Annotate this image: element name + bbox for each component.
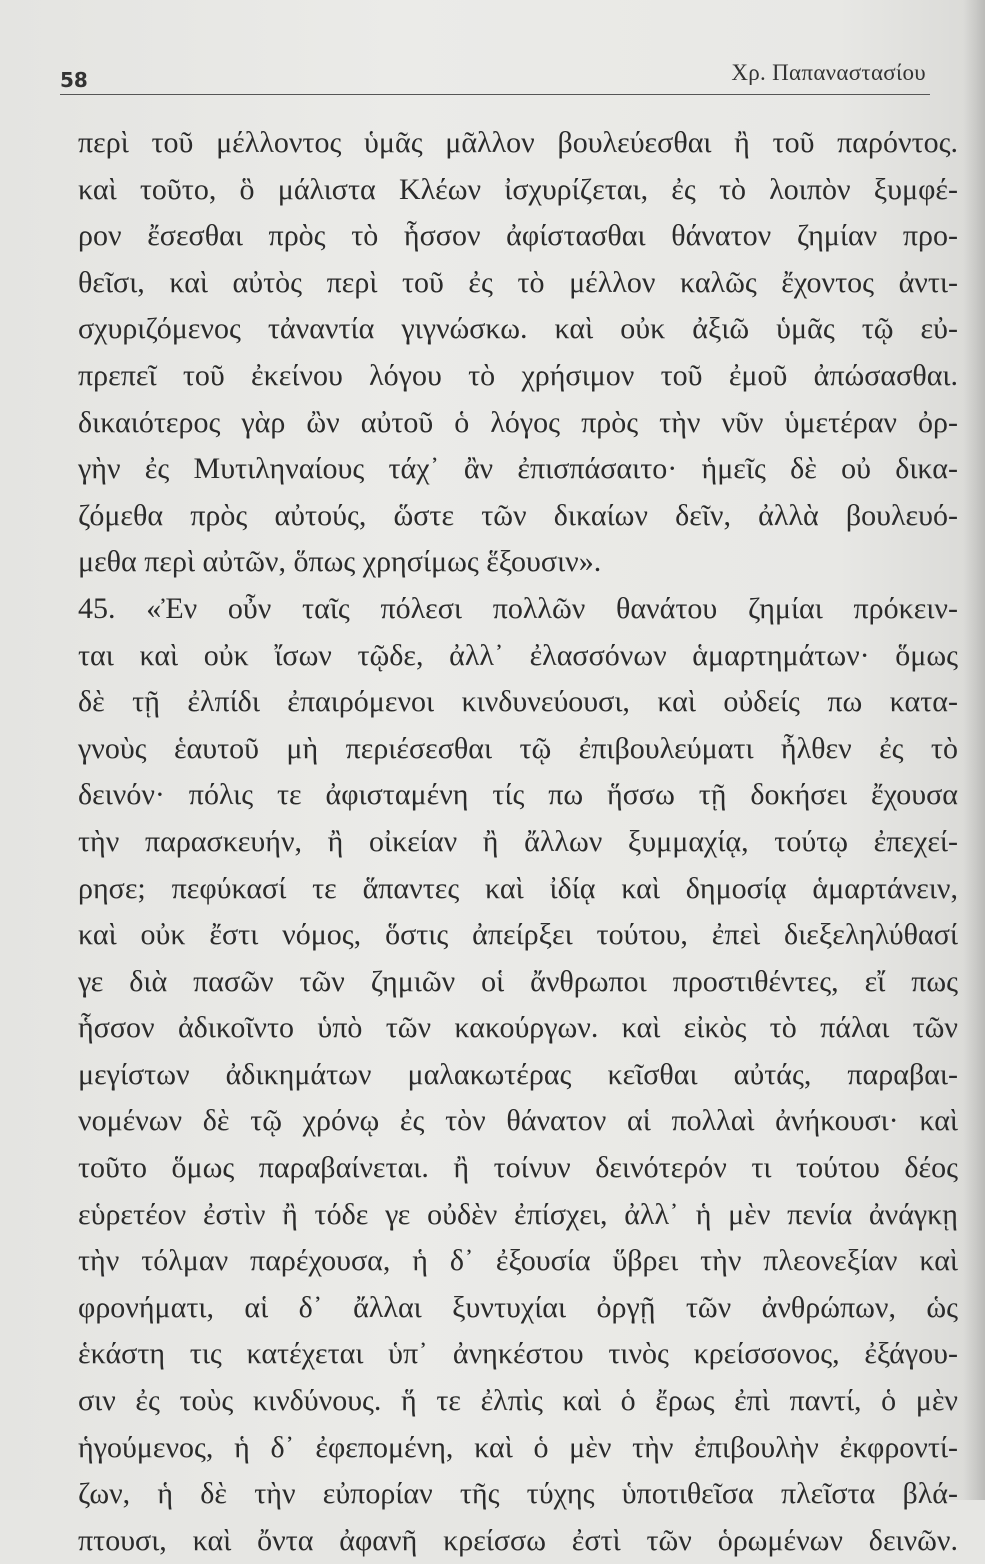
text-line: καὶ οὐκ ἔστι νόμος, ὅστις ἀπείρξει τούτου, ἐπεὶ διεξεληλύθασί bbox=[78, 918, 958, 952]
text-line: πρεπεῖ τοῦ ἐκείνου λόγου τὸ χρήσιμον τοῦ ἐμοῦ ἀπώσασθαι. bbox=[78, 358, 958, 392]
text-line: δικαιότερος γὰρ ὢν αὐτοῦ ὁ λόγος πρὸς τὴν νῦν ὑμετέραν ὀρ- bbox=[78, 405, 958, 439]
page-header bbox=[60, 50, 930, 95]
text-line: ρον ἔσεσθαι πρὸς τὸ ἧσσον ἀφίστασθαι θάνατον ζημίαν προ- bbox=[78, 219, 958, 253]
text-line: γε διὰ πασῶν τῶν ζημιῶν οἱ ἄνθρωποι προστιθέντες, εἴ πως bbox=[78, 964, 958, 998]
text-line: γὴν ἐς Μυτιληναίους τάχ᾽ ἂν ἐπισπάσαιτο· ἡμεῖς δὲ οὐ δικα- bbox=[78, 452, 958, 486]
text-line: τὴν τόλμαν παρέχουσα, ἡ δ᾽ ἐξουσία ὕβρει τὴν πλεονεξίαν καὶ bbox=[78, 1244, 958, 1278]
text-line: τὴν παρασκευήν, ἢ οἰκείαν ἢ ἄλλων ξυμμαχίᾳ, τούτῳ ἐπεχεί- bbox=[78, 824, 958, 858]
text-line: καὶ τοῦτο, ὃ μάλιστα Κλέων ἰσχυρίζεται, ἐς τὸ λοιπὸν ξυμφέ- bbox=[78, 172, 958, 206]
text-line: ἧσσον ἀδικοῖντο ὑπὸ τῶν κακούργων. καὶ εἰκὸς τὸ πάλαι τῶν bbox=[78, 1011, 958, 1045]
text-line: νομένων δὲ τῷ χρόνῳ ἐς τὸν θάνατον αἱ πολλαὶ ἀνήκουσι· καὶ bbox=[78, 1104, 958, 1138]
text-line: ζόμεθα πρὸς αὐτούς, ὥστε τῶν δικαίων δεῖν, ἀλλὰ βουλευό- bbox=[78, 498, 958, 532]
text-line: πτουσι, καὶ ὄντα ἀφανῆ κρείσσω ἐστὶ τῶν ὁρωμένων δεινῶν. bbox=[78, 1523, 958, 1557]
text-line: ζων, ἡ δὲ τὴν εὐπορίαν τῆς τύχης ὑποτιθεῖσα πλεῖστα βλά- bbox=[78, 1477, 958, 1511]
text-line: γνοὺς ἑαυτοῦ μὴ περιέσεσθαι τῷ ἐπιβουλεύματι ἦλθεν ἐς τὸ bbox=[78, 731, 958, 765]
text-line: σχυριζόμενος τἀναντία γιγνώσκω. καὶ οὐκ ἀξιῶ ὑμᾶς τῷ εὐ- bbox=[78, 312, 958, 346]
text-line: ἑκάστη τις κατέχεται ὑπ᾽ ἀνηκέστου τινὸς κρείσσονος, ἐξάγου- bbox=[78, 1337, 958, 1371]
text-line: ἡγούμενος, ἡ δ᾽ ἐφεπομένη, καὶ ὁ μὲν τὴν ἐπιβουλὴν ἐκφροντί- bbox=[78, 1430, 958, 1464]
text-line: 45. «Ἐν οὖν ταῖς πόλεσι πολλῶν θανάτου ζημίαι πρόκειν- bbox=[78, 591, 958, 625]
text-line: ρησε; πεφύκασί τε ἅπαντες καὶ ἰδίᾳ καὶ δημοσίᾳ ἁμαρτάνειν, bbox=[78, 871, 958, 905]
text-line: σιν ἐς τοὺς κινδύνους. ἥ τε ἐλπὶς καὶ ὁ ἔρως ἐπὶ παντί, ὁ μὲν bbox=[78, 1384, 958, 1418]
body-text bbox=[78, 120, 958, 1564]
text-line: εὑρετέον ἐστὶν ἢ τόδε γε οὐδὲν ἐπίσχει, ἀλλ᾽ ἡ μὲν πενία ἀνάγκῃ bbox=[78, 1197, 958, 1231]
text-line: ται καὶ οὐκ ἴσων τῷδε, ἀλλ᾽ ἐλασσόνων ἁμαρτημάτων· ὅμως bbox=[78, 638, 958, 672]
page-number: 58 bbox=[60, 68, 88, 92]
text-line: περὶ τοῦ μέλλοντος ὑμᾶς μᾶλλον βουλεύεσθαι ἢ τοῦ παρόντος. bbox=[78, 126, 958, 159]
page-edge-shadow bbox=[963, 0, 985, 1500]
running-head: Χρ. Παπαναστασίου bbox=[731, 60, 926, 85]
text-line: θεῖσι, καὶ αὐτὸς περὶ τοῦ ἐς τὸ μέλλον καλῶς ἔχοντος ἀντι- bbox=[78, 265, 958, 299]
text-line: μεγίστων ἀδικημάτων μαλακωτέρας κεῖσθαι αὐτάς, παραβαι- bbox=[78, 1057, 958, 1091]
text-line: δὲ τῇ ἐλπίδι ἐπαιρόμενοι κινδυνεύουσι, καὶ οὐδείς πω κατα- bbox=[78, 685, 958, 719]
text-line: δεινόν· πόλις τε ἀφισταμένη τίς πω ἥσσω τῇ δοκήσει ἔχουσα bbox=[78, 778, 958, 812]
text-line: μεθα περὶ αὐτῶν, ὅπως χρησίμως ἕξουσιν». bbox=[78, 545, 602, 579]
text-line: φρονήματι, αἱ δ᾽ ἄλλαι ξυντυχίαι ὀργῇ τῶν ἀνθρώπων, ὡς bbox=[78, 1290, 958, 1324]
text-line: τοῦτο ὅμως παραβαίνεται. ἢ τοίνυν δεινότερόν τι τούτου δέος bbox=[78, 1151, 958, 1185]
